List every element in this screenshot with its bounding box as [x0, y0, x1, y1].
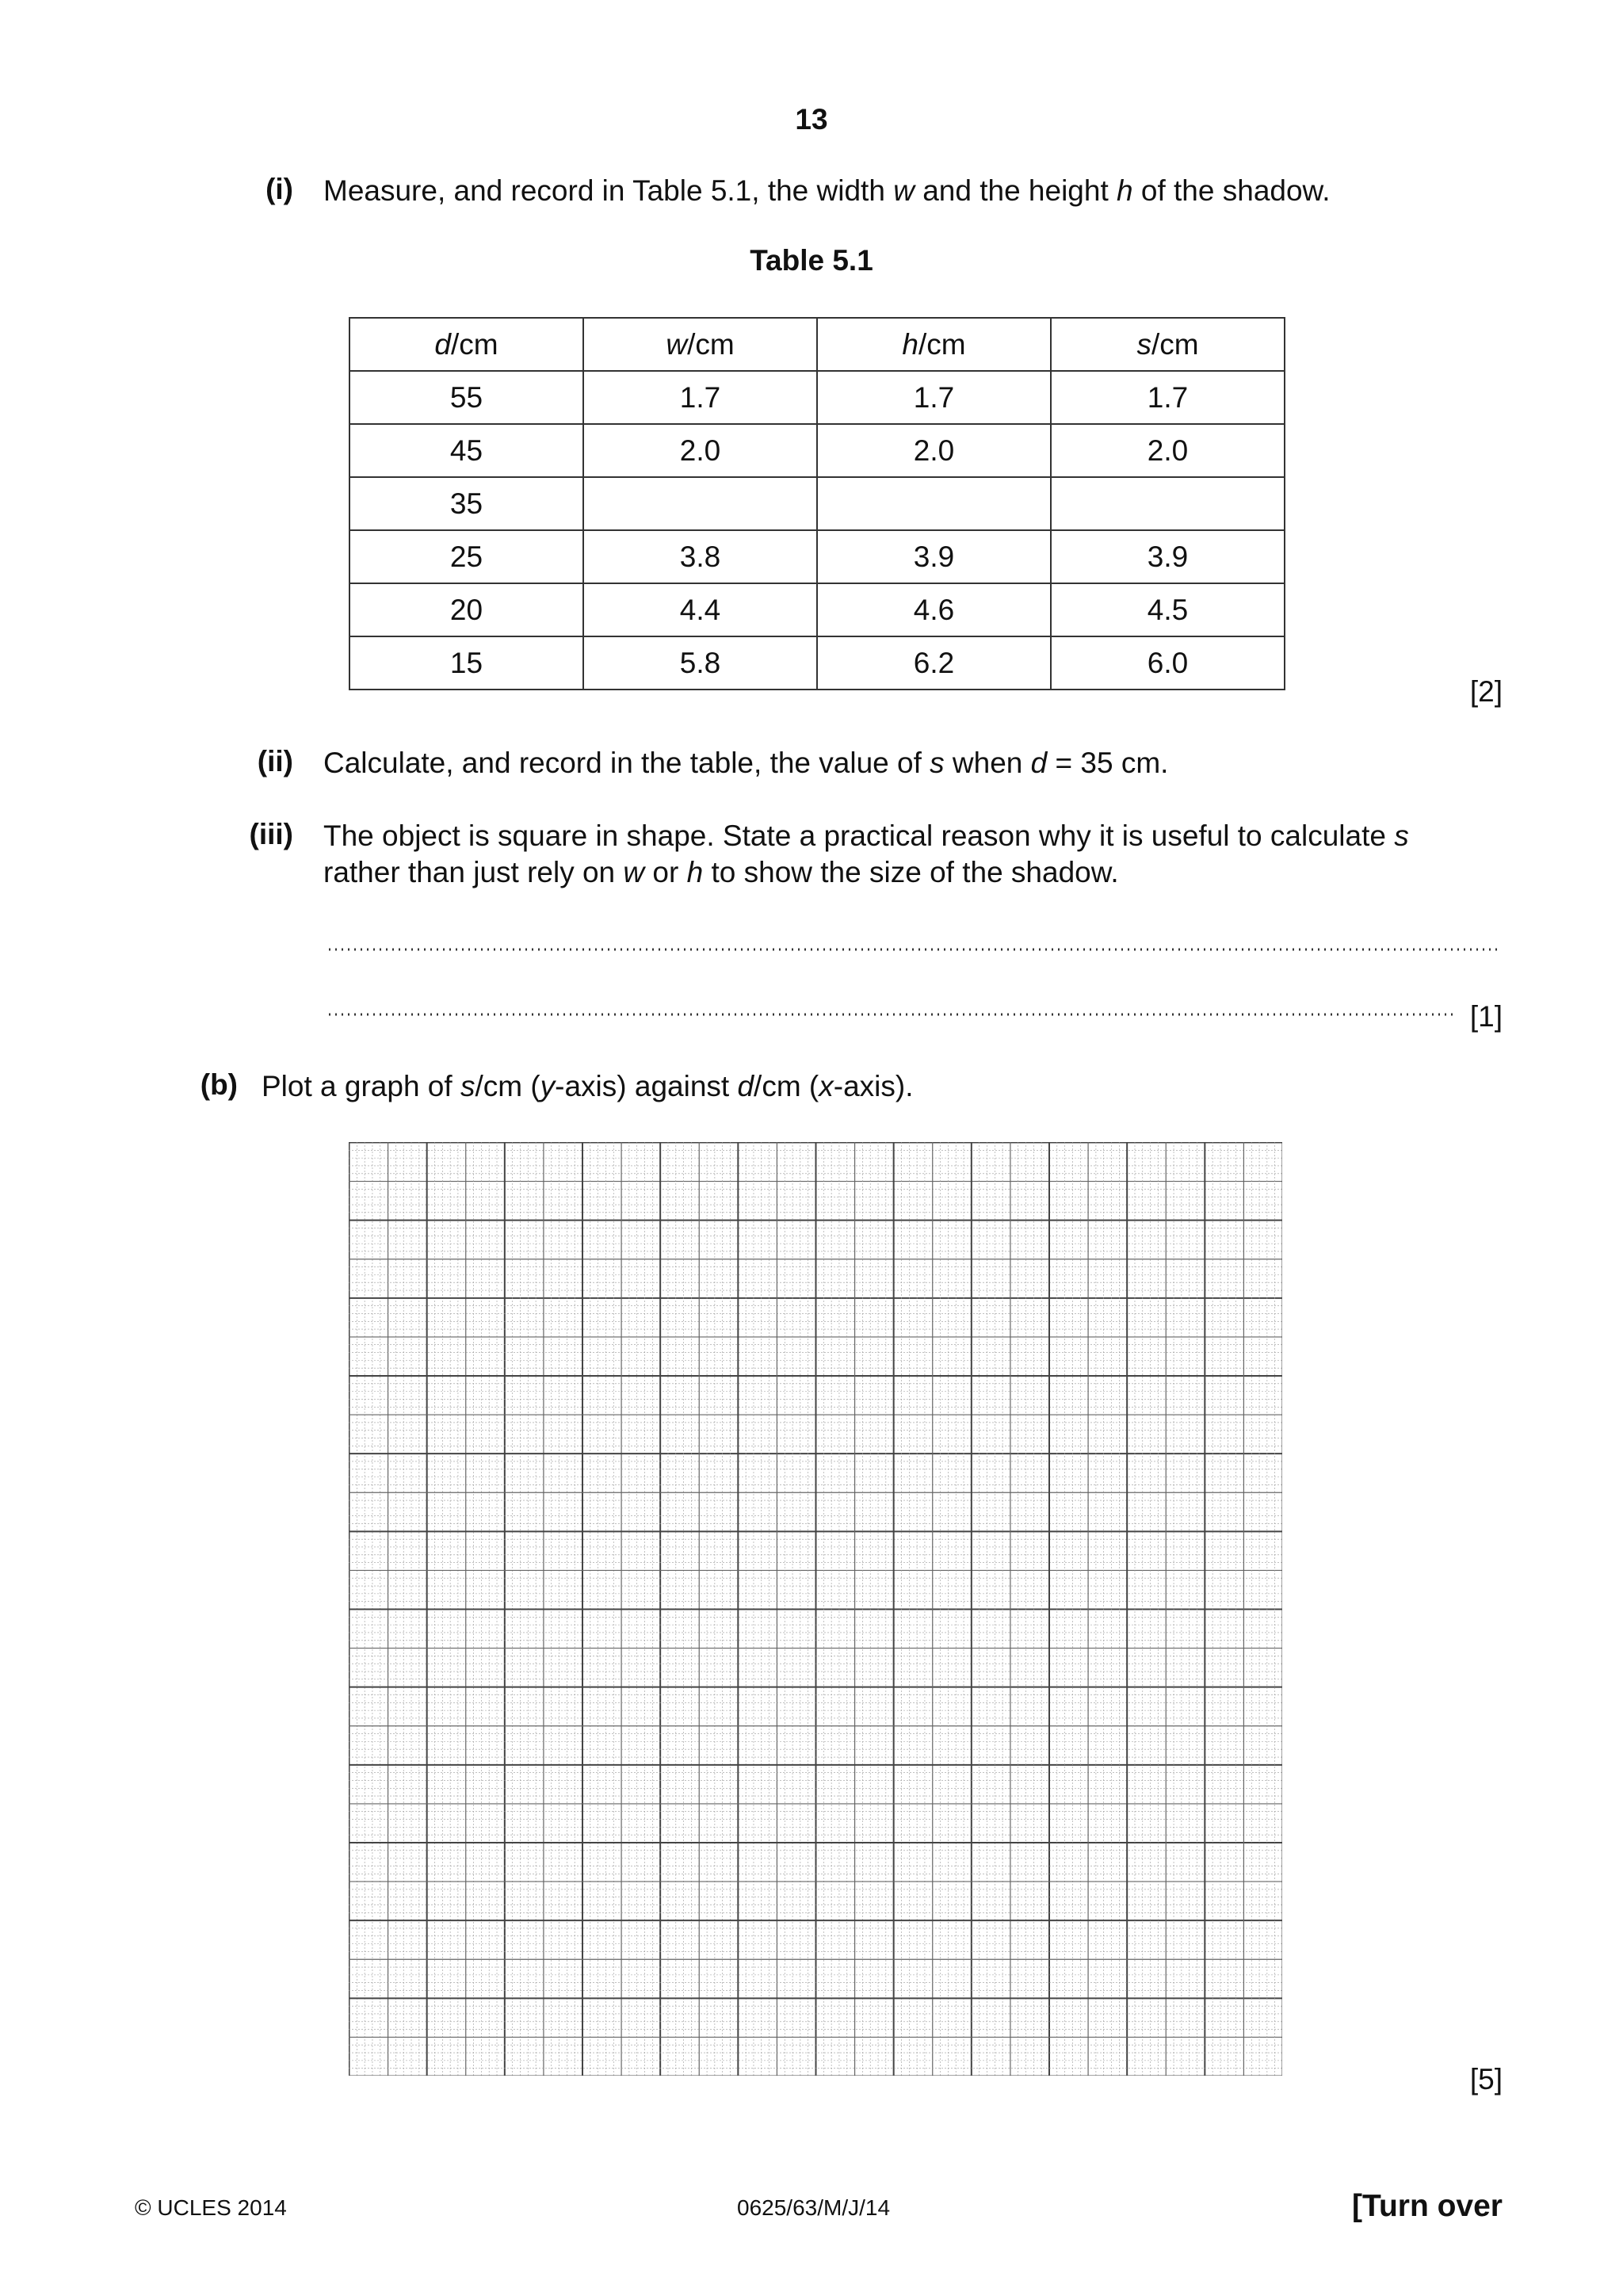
part-i-text: Measure, and record in Table 5.1, the width w and the height h of the shadow.: [323, 174, 1331, 207]
table-cell: 1.7: [1051, 371, 1285, 424]
table-row: [349, 583, 1285, 636]
answer-lines[interactable]: [329, 935, 1503, 1030]
table-cell: 1.7: [817, 371, 1051, 424]
table-cell: 4.5: [1051, 583, 1285, 636]
table-cell-blank[interactable]: [1051, 477, 1285, 530]
table-cell: 20: [349, 583, 583, 636]
table-cell: 6.2: [817, 636, 1051, 690]
table-row: [349, 477, 1285, 530]
part-ii-text: Calculate, and record in the table, the value of s when d = 35 cm.: [323, 747, 1169, 779]
header-s: s/cm: [1051, 318, 1285, 371]
table-title: Table 5.1: [750, 244, 873, 277]
part-iii-line1: The object is square in shape. State a practical reason why it is useful to calculate s: [323, 819, 1409, 852]
table-cell-blank[interactable]: [583, 477, 817, 530]
table-cell: 15: [349, 636, 583, 690]
part-b-marks: [5]: [1469, 2063, 1503, 2095]
turn-over: [Turn over: [1352, 2189, 1503, 2223]
table-cell: 25: [349, 530, 583, 583]
part-i-label: (i): [265, 173, 293, 205]
table-row: [349, 530, 1285, 583]
table-header-row: [349, 318, 1285, 371]
table-row: [349, 424, 1285, 477]
table-cell: 3.9: [817, 530, 1051, 583]
table-cell: 45: [349, 424, 583, 477]
header-h: h/cm: [817, 318, 1051, 371]
table-cell: 2.0: [1051, 424, 1285, 477]
part-b-label: (b): [200, 1068, 238, 1101]
table-cell-blank[interactable]: [817, 477, 1051, 530]
table-cell: 3.8: [583, 530, 817, 583]
table-cell: 4.6: [817, 583, 1051, 636]
part-ii-label: (ii): [257, 745, 293, 777]
table-cell: 35: [349, 477, 583, 530]
footer-code: 0625/63/M/J/14: [737, 2195, 891, 2220]
header-w: w/cm: [583, 318, 817, 371]
table-cell: 55: [349, 371, 583, 424]
part-iii-line2: rather than just rely on w or h to show the size of the shadow.: [323, 856, 1119, 888]
table-row: [349, 371, 1285, 424]
table-cell: 4.4: [583, 583, 817, 636]
part-iii-marks: [1]: [1469, 1000, 1503, 1033]
table-cell: 6.0: [1051, 636, 1285, 690]
table-cell: 5.8: [583, 636, 817, 690]
part-iii-label: (iii): [249, 818, 293, 850]
results-table: [349, 317, 1285, 690]
table-cell: 2.0: [817, 424, 1051, 477]
part-b-text: Plot a graph of s/cm (y-axis) against d/cm (x-axis).: [262, 1070, 914, 1102]
footer-copyright: © UCLES 2014: [135, 2195, 287, 2220]
table-marks: [2]: [1469, 675, 1503, 708]
table-cell: 3.9: [1051, 530, 1285, 583]
graph-grid[interactable]: [349, 1142, 1282, 2076]
table-cell: 1.7: [583, 371, 817, 424]
header-d: d/cm: [349, 318, 583, 371]
graph-paper[interactable]: [349, 1142, 1282, 2076]
table-cell: 2.0: [583, 424, 817, 477]
page-number: 13: [795, 103, 828, 136]
table-row: [349, 636, 1285, 690]
